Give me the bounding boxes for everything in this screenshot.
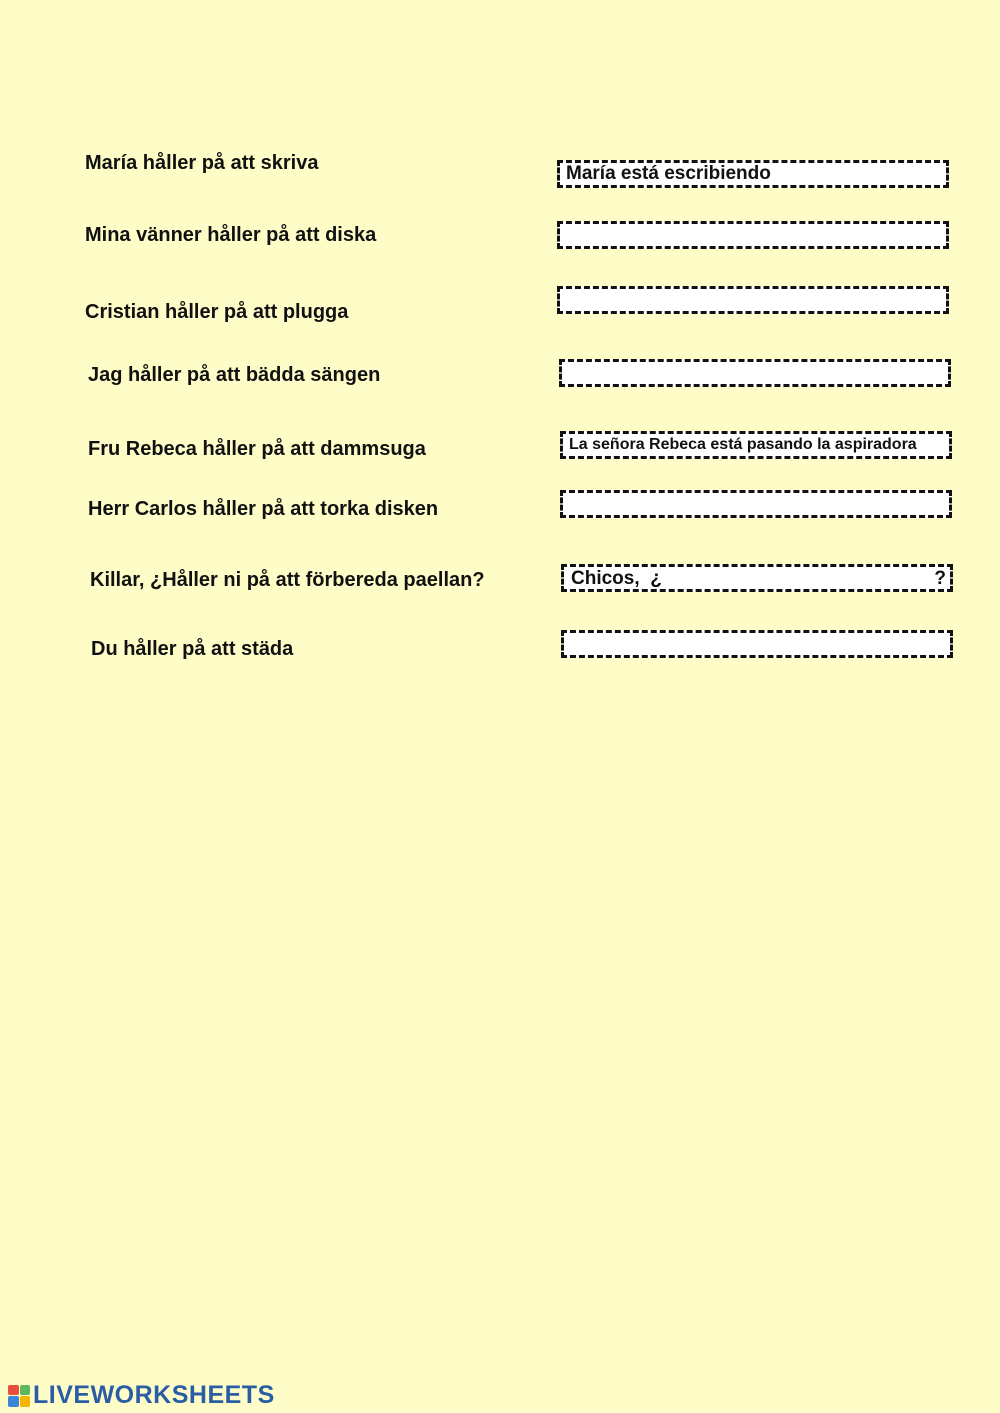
prompt-text: Herr Carlos håller på att torka disken <box>88 498 439 520</box>
answer-box[interactable] <box>557 221 949 249</box>
answer-input[interactable] <box>569 493 943 515</box>
prompt-text: María håller på att skriva <box>85 152 319 174</box>
answer-prefix-text: Chicos, <box>571 568 640 589</box>
answer-box[interactable] <box>557 286 949 314</box>
logo-tile <box>20 1396 31 1407</box>
answer-input[interactable] <box>566 289 940 311</box>
prompt-text: Killar, ¿Håller ni på att förbereda paellan? <box>90 569 485 591</box>
answer-open-mark: ¿ <box>650 568 662 589</box>
prompt-text: Cristian håller på att plugga <box>85 301 349 323</box>
answer-box[interactable] <box>561 630 953 658</box>
answer-box[interactable] <box>559 359 951 387</box>
answer-input[interactable] <box>569 434 943 456</box>
logo-tile <box>20 1385 31 1396</box>
prompt-text: Mina vänner håller på att diska <box>85 224 377 246</box>
logo-tile <box>8 1385 19 1396</box>
answer-input[interactable] <box>566 163 940 185</box>
prompt-text: Du håller på att städa <box>91 638 294 660</box>
logo-tile <box>8 1396 19 1407</box>
answer-prefix <box>571 568 662 590</box>
prompt-text: Jag håller på att bädda sängen <box>88 364 381 386</box>
answer-box[interactable] <box>557 160 949 188</box>
brand-logo[interactable] <box>8 1381 275 1410</box>
answer-box[interactable] <box>560 431 952 459</box>
answer-input[interactable] <box>568 362 942 384</box>
answer-box[interactable] <box>560 490 952 518</box>
answer-input[interactable] <box>676 567 928 589</box>
answer-input[interactable] <box>570 633 944 655</box>
answer-box[interactable] <box>561 564 953 592</box>
liveworksheets-logo-icon <box>8 1385 30 1407</box>
answer-suffix: ? <box>934 568 946 589</box>
prompt-text: Fru Rebeca håller på att dammsuga <box>88 438 426 460</box>
answer-input[interactable] <box>566 224 940 246</box>
brand-name: LIVEWORKSHEETS <box>33 1381 275 1409</box>
